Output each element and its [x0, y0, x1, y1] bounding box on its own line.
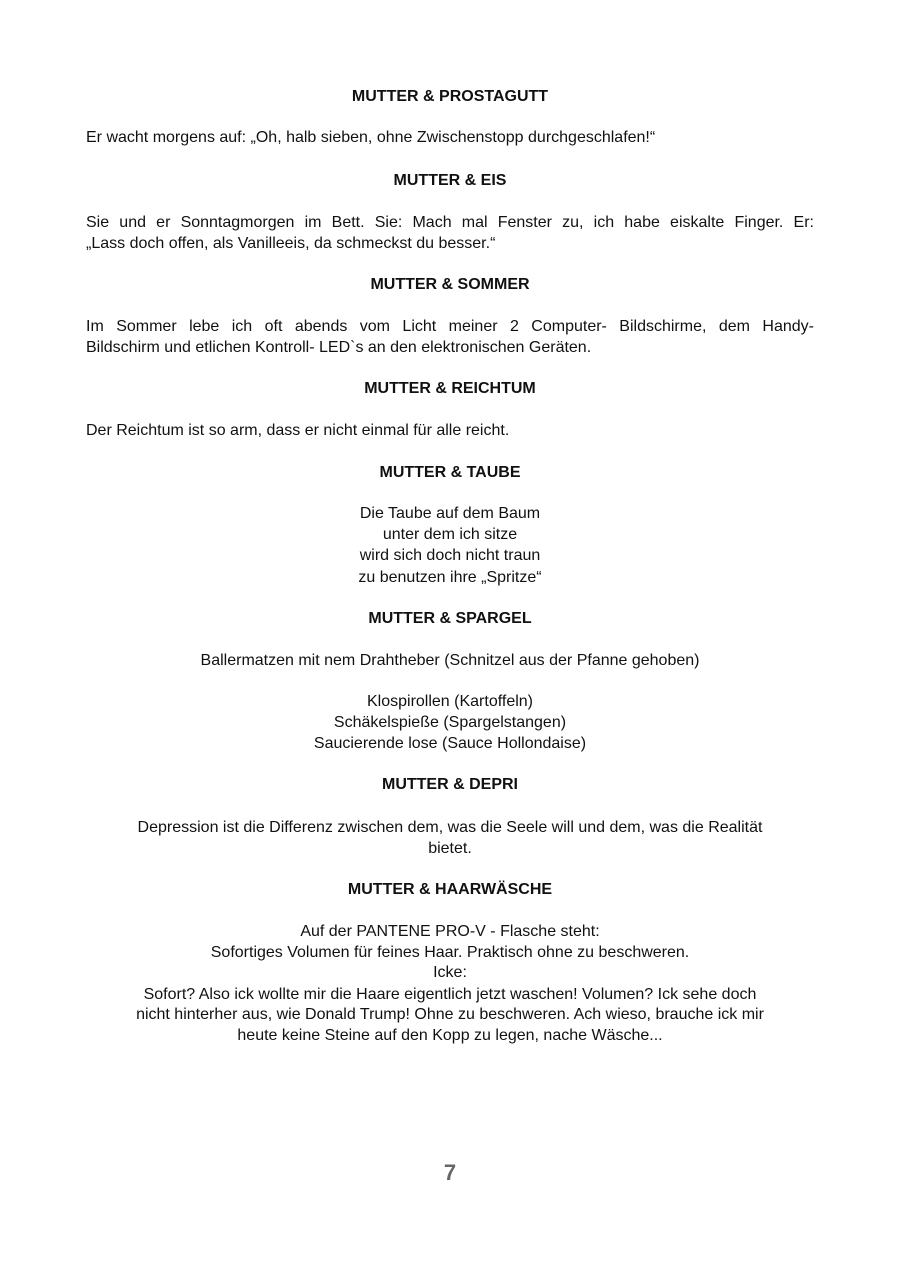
paragraph-line: Auf der PANTENE PRO-V - Flasche steht: [300, 923, 600, 940]
paragraph-line: Ballermatzen mit nem Drahtheber (Schnitzel aus der Pfanne gehoben) [200, 652, 700, 669]
paragraph-line: Bildschirm und etlichen Kontroll- LED`s an den elektronischen Geräten. [86, 339, 592, 356]
section-heading: MUTTER & PROSTAGUTT [351, 88, 549, 105]
paragraph-line: nicht hinterher aus, wie Donald Trump! Ohne zu beschweren. Ach wieso, brauche ick mir [136, 1006, 764, 1023]
paragraph-line: Im Sommer lebe ich oft abends vom Licht meiner 2 Computer- Bildschirme, dem Handy- [86, 318, 814, 335]
poem-line: wird sich doch nicht traun [359, 547, 541, 564]
paragraph-line: Sofortiges Volumen für feines Haar. Praktisch ohne zu beschweren. [210, 944, 690, 961]
paragraph-line: Der Reichtum ist so arm, dass er nicht einmal für alle reicht. [86, 422, 510, 439]
poem-line: Die Taube auf dem Baum [359, 505, 541, 522]
section-heading: MUTTER & EIS [393, 172, 507, 189]
section-heading: MUTTER & SPARGEL [368, 610, 532, 627]
poem-line: zu benutzen ihre „Spritze“ [358, 569, 542, 586]
section-heading: MUTTER & TAUBE [379, 464, 521, 481]
section-heading: MUTTER & HAARWÄSCHE [347, 881, 553, 898]
paragraph-line: Depression ist die Differenz zwischen dem, was die Seele will und dem, was die Realität [137, 819, 763, 836]
section-heading: MUTTER & DEPRI [382, 776, 518, 793]
paragraph-line: heute keine Steine auf den Kopp zu legen, nache Wäsche... [237, 1027, 663, 1044]
section-heading: MUTTER & SOMMER [370, 276, 530, 293]
paragraph-line: Sofort? Also ick wollte mir die Haare eigentlich jetzt waschen! Volumen? Ick sehe doch [143, 986, 757, 1003]
paragraph-line: Schäkelspieße (Spargelstangen) [333, 714, 567, 731]
paragraph-line: bietet. [428, 840, 472, 857]
page-number: 7 [443, 1160, 457, 1185]
section-heading: MUTTER & REICHTUM [364, 380, 536, 397]
paragraph-line: Saucierende lose (Sauce Hollondaise) [313, 735, 587, 752]
paragraph-line: Sie und er Sonntagmorgen im Bett. Sie: Mach mal Fenster zu, ich habe eiskalte Finger. Er: [86, 214, 814, 231]
paragraph-line: Klospirollen (Kartoffeln) [366, 693, 533, 710]
paragraph-line: „Lass doch offen, als Vanilleeis, da schmeckst du besser.“ [86, 235, 496, 252]
paragraph-line: Icke: [433, 964, 467, 981]
poem-line: unter dem ich sitze [382, 526, 518, 543]
paragraph-line: Er wacht morgens auf: „Oh, halb sieben, ohne Zwischenstopp durchgeschlafen!“ [86, 129, 656, 146]
